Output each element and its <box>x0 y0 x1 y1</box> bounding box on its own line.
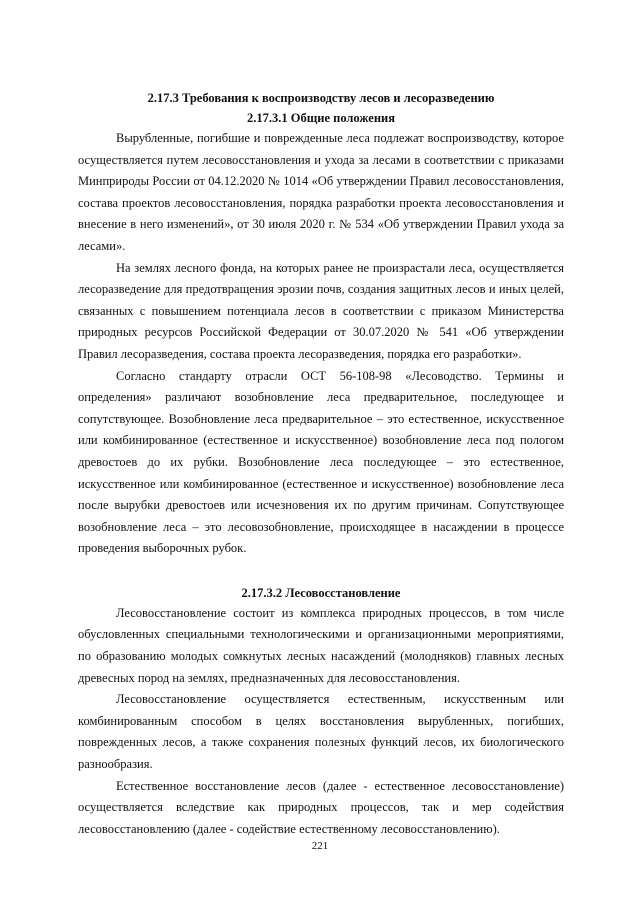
page-number: 221 <box>311 840 329 852</box>
paragraph: Согласно стандарту отрасли ОСТ 56-108-98 «Лесоводство. Термины и определения» различают возобновление леса предварительное, последующее и сопутствующее. Возобновление леса предварительное – это естественное, искусственное или комбинированное (естественное и искусственное) возобновление леса под пологом древостоев до их рубки. Возобновление леса последующее – это естественное, искусственное или комбинированное (естественное и искусственное) возобновление леса после вырубки древостоев или исчезновения их по другим причинам. Сопутствующее возобновление леса – это лесовозобновление, происходящее в насаждении в процессе проведения выборочных рубок. <box>78 368 564 556</box>
paragraph: Вырубленные, погибшие и поврежденные леса подлежат воспроизводству, которое осуществляется путем лесовосстановления и ухода за лесами в соответствии с приказами Минприроды России от 04.12.2020 № 1014 «Об утверждении Правил лесовосстановления, состава проектов лесовосстановления, порядка разработки проекта лесовосстановления и внесение в него изменений», от 30 июля 2020 г. № 534 «Об утверждении Правил ухода за лесами». <box>78 131 564 253</box>
page-content <box>78 88 564 840</box>
paragraph: На землях лесного фонда, на которых ранее не произрастали леса, осуществляется лесоразведение для предотвращения эрозии почв, создания защитных лесов и иных целей, связанных с повышением потенциала лесов в соответствии с приказом Министерства природных ресурсов Российской Федерации от 30.07.2020 № 541 «Об утверждении Правил лесоразведения, состава проекта лесоразведения, порядка его разработки». <box>78 260 564 361</box>
section-heading: 2.17.3 Требования к воспроизводству лесов и лесоразведению <box>147 91 495 105</box>
paragraph: Лесовосстановление состоит из комплекса природных процессов, в том числе обусловленных специальными технологическими и организационными мероприятиями, по образованию молодых сомкнутых лесных насаждений (молодняков) главных лесных древесных пород на землях, предназначенных для лесовосстановления. <box>78 605 564 685</box>
subsection-heading-general: 2.17.3.1 Общие положения <box>246 111 395 125</box>
subsection-heading-reforestation: 2.17.3.2 Лесовосстановление <box>241 585 401 600</box>
paragraph: Лесовосстановление осуществляется естественным, искусственным или комбинированным способом в целях восстановления вырубленных, погибших, поврежденных лесов, а также сохранения полезных функций лесов, их биологического разнообразия. <box>78 692 564 772</box>
paragraph: Естественное восстановление лесов (далее - естественное лесовосстановление) осуществляется вследствие как природных процессов, так и мер содействия лесовосстановлению (далее - содействие естественному лесовосстановлению). <box>78 778 564 836</box>
